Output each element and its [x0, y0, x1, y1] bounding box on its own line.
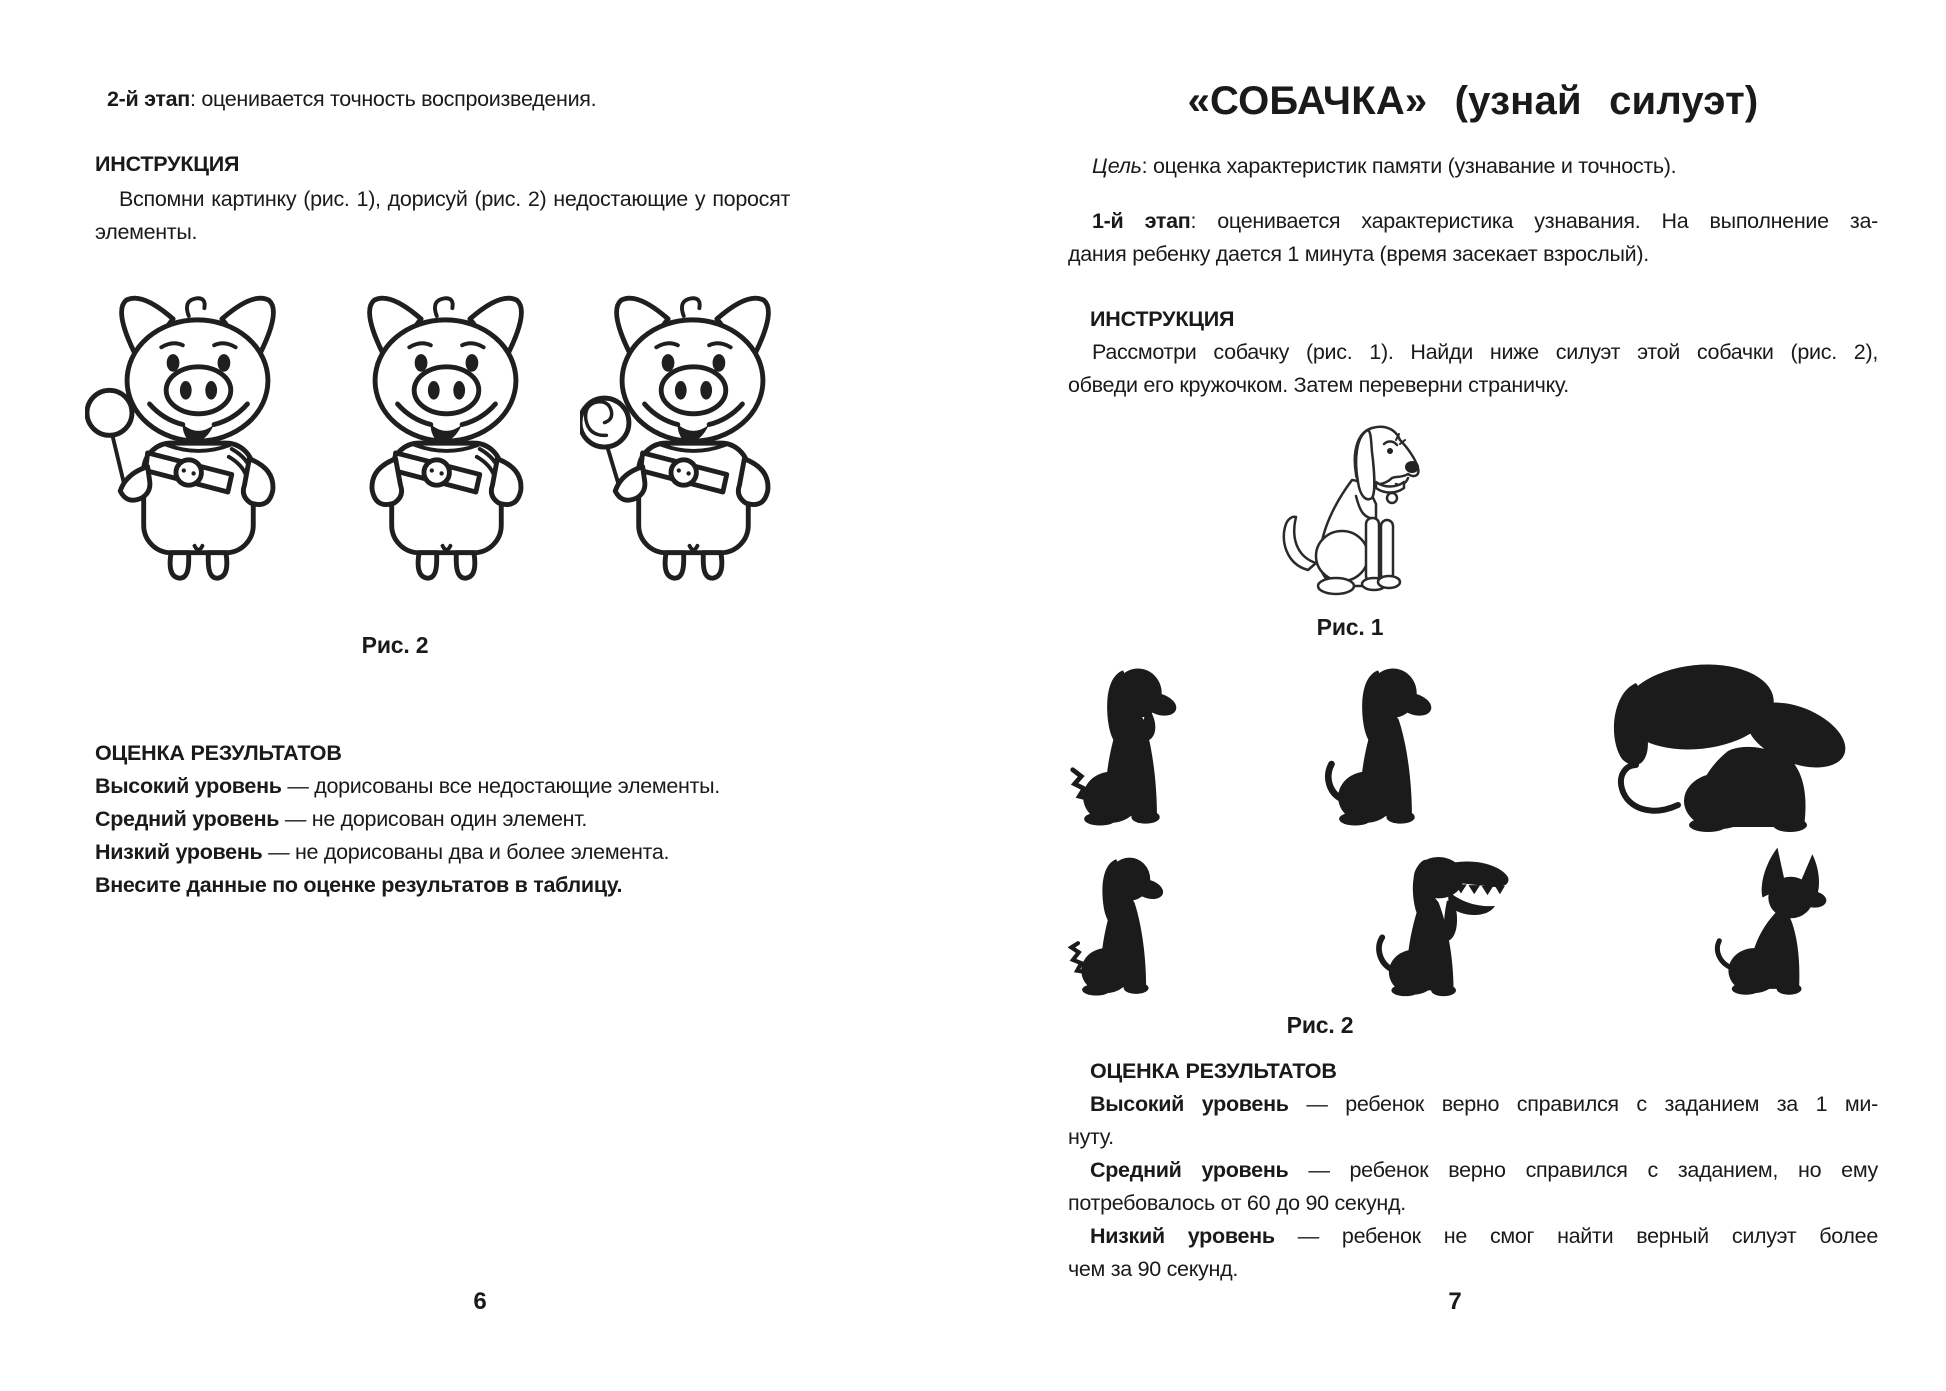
result-low-lead-right: Низкий уровень: [1090, 1224, 1275, 1248]
left-page-number: 6: [473, 1288, 487, 1315]
dog-silhouette-1[interactable]: [1068, 655, 1191, 840]
goal-rest: : оценка характеристик памяти (узнавание и точность).: [1141, 154, 1677, 178]
result-high-lead-right: Высокий уровень: [1090, 1092, 1289, 1116]
right-page-number: 7: [1448, 1288, 1462, 1315]
stage-line-1: [1068, 205, 1878, 238]
dog-silhouette-3[interactable]: [1578, 655, 1868, 840]
result-low-rest: — не дорисованы два и более элемента.: [262, 840, 670, 864]
stage-lead: 2-й этап: [107, 87, 190, 111]
right-result-mid-line-2: потребовалось от 60 до 90 секунд.: [1068, 1191, 1406, 1215]
dog-silhouette-4[interactable]: [1068, 846, 1176, 1008]
right-results-heading: ОЦЕНКА РЕЗУЛЬТАТОВ: [1090, 1059, 1337, 1083]
page-title: «СОБАЧКА» (узнай силуэт): [1187, 79, 1759, 123]
instruction-heading: ИНСТРУКЦИЯ: [95, 152, 240, 176]
stage-rest: : оценивается точность воспроизведения.: [189, 87, 597, 111]
result-mid-lead: Средний уровень: [95, 807, 280, 831]
right-result-high-line-2: нуту.: [1068, 1125, 1114, 1149]
pig-illustration-1: [85, 265, 310, 588]
stage-line: [95, 83, 790, 116]
instruction-right-line-1: Рассмотри собачку (рис. 1). Найди ниже силуэт этой собачки (рис. 2),: [1092, 340, 1878, 364]
dog-line-drawing: [1272, 420, 1427, 610]
right-result-mid-line-1: [1068, 1154, 1878, 1187]
left-results-heading: ОЦЕНКА РЕЗУЛЬТАТОВ: [95, 741, 342, 765]
result-low-lead: Низкий уровень: [95, 840, 263, 864]
result-mid-rest-right: — ребенок верно справился с заданием, но ему: [1288, 1158, 1878, 1182]
pigs-figure: [85, 258, 805, 588]
result-high-rest: — дорисованы все недостающие элементы.: [281, 774, 720, 798]
silhouettes-row-1: [1068, 655, 1868, 840]
stage1-lead: 1-й этап: [1092, 209, 1191, 233]
figure2-caption: Рис. 2: [1286, 1012, 1354, 1038]
dog-silhouette-6[interactable]: [1706, 846, 1868, 1008]
left-results-note: Внесите данные по оценке результатов в таблицу.: [95, 873, 623, 897]
goal-lead: Цель: [1092, 154, 1142, 178]
result-high-rest-right: — ребенок верно справился с заданием за 1 ми-: [1288, 1092, 1878, 1116]
left-result-high: [95, 770, 790, 803]
right-result-low-line-2: чем за 90 секунд.: [1068, 1257, 1238, 1281]
pig-illustration-2: [333, 265, 558, 588]
result-mid-lead-right: Средний уровень: [1090, 1158, 1289, 1182]
right-result-high-line-1: [1068, 1088, 1878, 1121]
right-result-low-line-1: [1068, 1220, 1878, 1253]
instruction-right-line-2: обведи его кружочком. Затем переверни страничку.: [1068, 373, 1569, 397]
result-mid-rest: — не дорисован один элемент.: [279, 807, 588, 831]
dog-silhouette-5[interactable]: [1369, 846, 1514, 1008]
figure1-caption: Рис. 1: [1316, 614, 1384, 640]
stage-line-2: дания ребенку дается 1 минута (время засекает взрослый).: [1068, 242, 1649, 266]
dog-silhouette-2[interactable]: [1323, 655, 1446, 840]
instruction-line-1: Вспомни картинку (рис. 1), дорисуй (рис. 2) недостающие у поросят: [119, 187, 790, 211]
left-figure-caption: Рис. 2: [361, 632, 429, 658]
dog-figure: [1272, 420, 1427, 610]
stage1-rest: : оценивается характеристика узнавания. На выполнение за-: [1190, 209, 1878, 233]
left-result-mid: [95, 803, 790, 836]
left-result-low: [95, 836, 790, 869]
silhouettes-row-2: [1068, 846, 1868, 1008]
instruction-heading-right: ИНСТРУКЦИЯ: [1090, 307, 1235, 331]
instruction-line-2: элементы.: [95, 220, 198, 244]
result-low-rest-right: — ребенок не смог найти верный силуэт более: [1274, 1224, 1878, 1248]
goal-line: [1068, 150, 1878, 183]
pig-illustration-3: [580, 265, 805, 588]
result-high-lead: Высокий уровень: [95, 774, 282, 798]
